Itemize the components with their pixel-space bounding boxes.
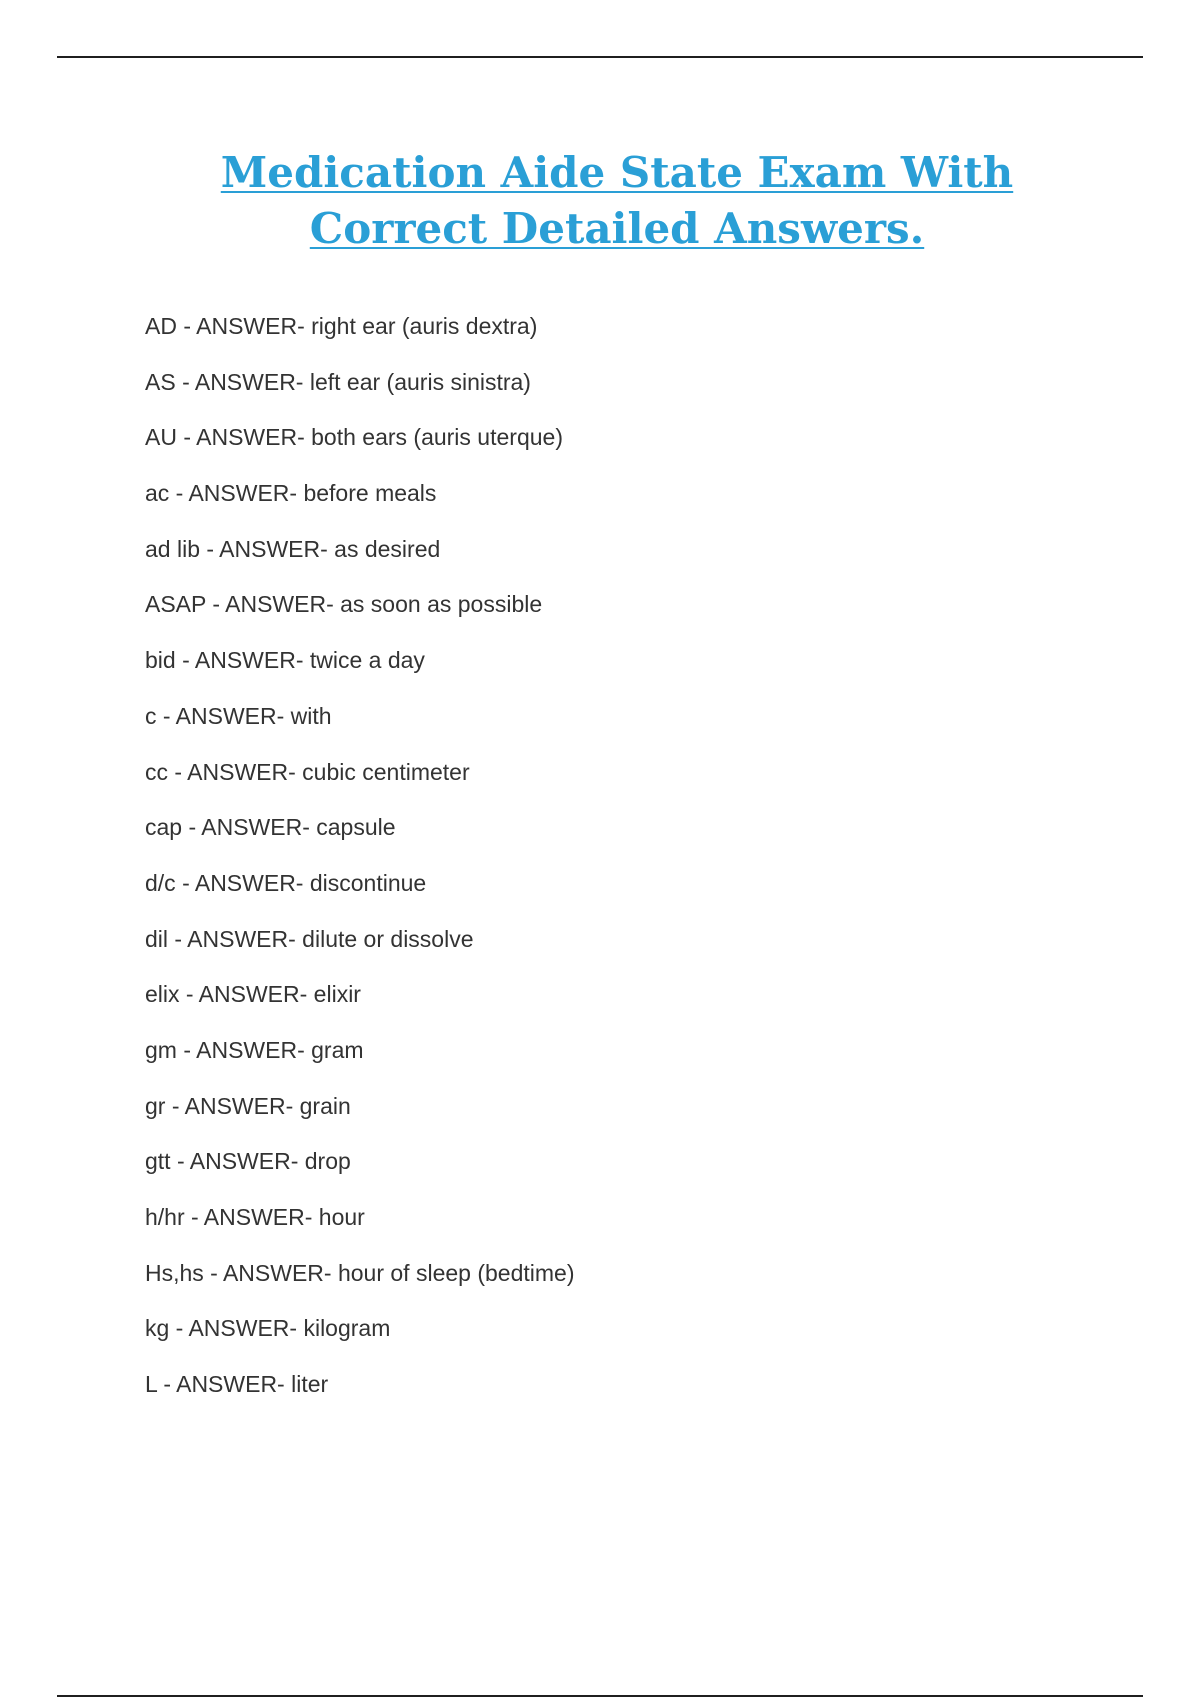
list-item: cc - ANSWER- cubic centimeter [145,758,470,785]
list-item: ac - ANSWER- before meals [145,480,437,507]
footer-rule [57,1695,1143,1697]
title-container [100,145,1134,257]
list-item: cap - ANSWER- capsule [145,814,396,841]
list-item: gr - ANSWER- grain [145,1092,351,1119]
list-item: d/c - ANSWER- discontinue [145,869,427,896]
list-item: c - ANSWER- with [145,702,332,729]
document-title: Medication Aide State Exam With Correct Detailed Answers. [220,148,1014,253]
list-item: AU - ANSWER- both ears (auris uterque) [145,424,563,451]
answer-list [145,308,574,1422]
list-item: dil - ANSWER- dilute or dissolve [145,925,474,952]
list-item: kg - ANSWER- kilogram [145,1315,391,1342]
list-item: gm - ANSWER- gram [145,1036,364,1063]
list-item: elix - ANSWER- elixir [145,981,361,1008]
list-item: AS - ANSWER- left ear (auris sinistra) [145,368,531,395]
list-item: ASAP - ANSWER- as soon as possible [145,591,543,618]
list-item: L - ANSWER- liter [145,1371,329,1398]
list-item: gtt - ANSWER- drop [145,1148,351,1175]
list-item: h/hr - ANSWER- hour [145,1204,365,1230]
list-item: AD - ANSWER- right ear (auris dextra) [145,313,538,339]
list-item: Hs,hs - ANSWER- hour of sleep (bedtime) [145,1259,575,1286]
list-item: bid - ANSWER- twice a day [145,647,425,674]
header-rule [57,56,1143,58]
list-item: ad lib - ANSWER- as desired [145,535,441,562]
